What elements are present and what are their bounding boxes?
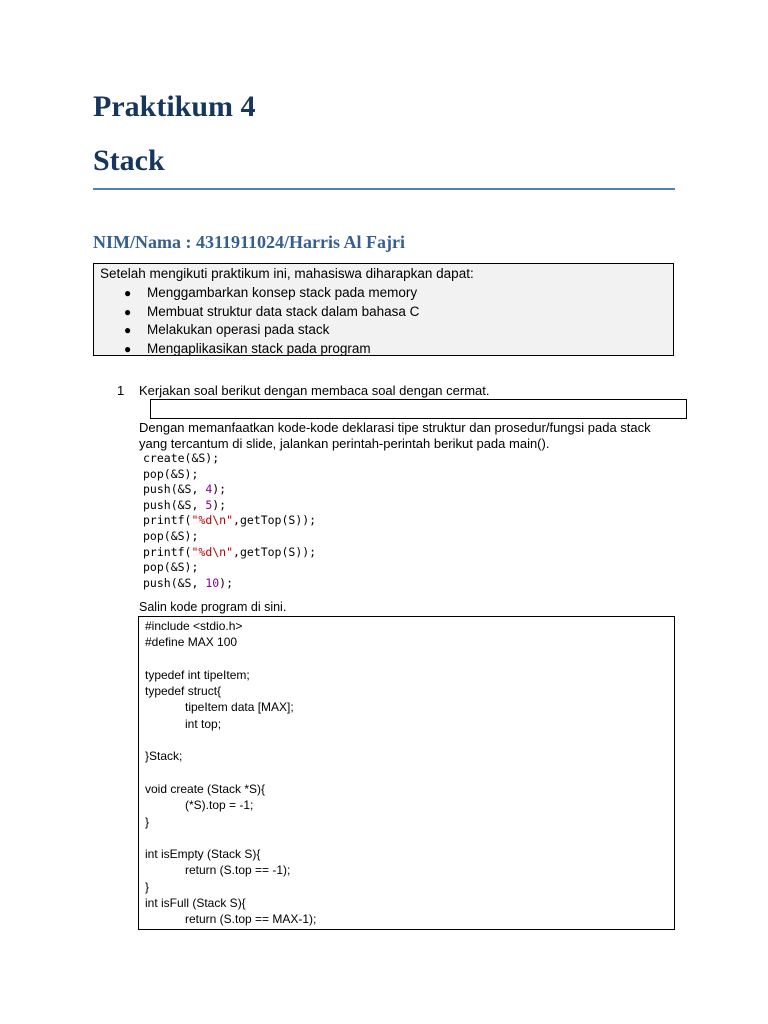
objectives-box xyxy=(93,263,674,356)
program-code-line: return (S.top == MAX-1); xyxy=(185,912,317,927)
document-subtitle: Stack xyxy=(93,144,165,177)
answer-field-empty xyxy=(150,399,687,419)
bullet-icon: ● xyxy=(124,341,132,356)
bullet-icon: ● xyxy=(124,323,132,337)
program-code-line: } xyxy=(145,879,150,894)
title-underline-rule xyxy=(93,188,675,190)
code-token: pop(&S); xyxy=(143,560,199,575)
program-code-line: void create (Stack *S){ xyxy=(145,781,266,796)
program-code-line xyxy=(145,765,316,781)
program-code-line xyxy=(145,651,316,667)
program-code-lines xyxy=(145,618,316,928)
program-code-line: int isEmpty (Stack S){ xyxy=(145,847,261,862)
program-code-line xyxy=(145,732,316,748)
program-code-line: #define MAX 100 xyxy=(145,635,238,650)
program-code-box xyxy=(138,616,675,930)
objective-item xyxy=(94,340,419,359)
program-code-line: }Stack; xyxy=(145,749,183,764)
code-sample-line xyxy=(143,560,316,576)
document-title: Praktikum 4 xyxy=(93,90,256,123)
code-token: pop(&S); xyxy=(143,466,199,481)
question-description xyxy=(139,420,679,452)
code-sample-line xyxy=(143,513,316,529)
bullet-icon: ● xyxy=(124,304,132,319)
question-description-line: yang tercantum di slide, jalankan perintah-perintah berikut pada main(). xyxy=(139,436,550,451)
objective-text: Melakukan operasi pada stack xyxy=(147,322,330,337)
copy-code-label: Salin kode program di sini. xyxy=(139,600,287,614)
objective-text: Menggambarkan konsep stack pada memory xyxy=(147,285,418,300)
code-sample-line xyxy=(143,482,316,498)
code-token: 10 xyxy=(205,575,220,590)
code-sample-block xyxy=(143,451,316,591)
code-token: ); xyxy=(219,575,234,590)
code-sample-line xyxy=(143,529,316,545)
code-token: push(&S, xyxy=(143,482,206,497)
code-token: create(&S); xyxy=(143,451,220,465)
code-token: ,getTop(S)); xyxy=(233,513,317,528)
objective-item xyxy=(94,321,419,340)
code-token: push(&S, xyxy=(143,575,206,590)
student-id-heading: NIM/Nama : 4311911024/Harris Al Fajri xyxy=(93,232,405,252)
code-sample-line xyxy=(143,498,316,514)
objective-text: Mengaplikasikan stack pada program xyxy=(147,340,371,356)
code-token: 4 xyxy=(205,482,213,497)
objective-item xyxy=(94,303,419,322)
objectives-list xyxy=(94,284,419,358)
code-token: printf( xyxy=(143,544,192,559)
code-token: "%d\n" xyxy=(191,544,234,559)
code-sample-line xyxy=(143,545,316,561)
program-code-line: tipeItem data [MAX]; xyxy=(185,700,294,715)
code-token: push(&S, xyxy=(143,497,206,512)
code-token: 5 xyxy=(205,497,213,512)
code-token: printf( xyxy=(143,513,192,528)
program-code-line: } xyxy=(145,814,150,829)
objective-item xyxy=(94,284,419,303)
program-code-line xyxy=(145,830,316,846)
program-code-line: (*S).top = -1; xyxy=(185,798,254,813)
program-code-line: typedef struct{ xyxy=(145,684,222,699)
program-code-line: int isFull (Stack S){ xyxy=(145,896,246,911)
code-token: pop(&S); xyxy=(143,528,199,543)
code-sample-line xyxy=(143,467,316,483)
program-code-line: int top; xyxy=(185,716,222,731)
code-token: ); xyxy=(212,482,227,497)
code-token: ,getTop(S)); xyxy=(233,544,317,559)
program-code-line: typedef int tipeItem; xyxy=(145,667,250,682)
code-token: ); xyxy=(212,497,227,512)
question-description-line: Dengan memanfaatkan kode-kode deklarasi tipe struktur dan prosedur/fungsi pada stack xyxy=(139,420,651,435)
objective-text: Membuat struktur data stack dalam bahasa C xyxy=(147,303,420,319)
code-sample-line xyxy=(143,576,316,592)
code-sample-line xyxy=(143,451,316,467)
program-code-line: return (S.top == -1); xyxy=(185,863,291,878)
objectives-intro: Setelah mengikuti praktikum ini, mahasiswa diharapkan dapat: xyxy=(100,266,474,281)
bullet-icon: ● xyxy=(124,286,132,300)
program-code-line: #include <stdio.h> xyxy=(145,619,243,633)
code-token: "%d\n" xyxy=(191,513,234,528)
question-number: 1 xyxy=(117,383,125,398)
question-instruction: Kerjakan soal berikut dengan membaca soal dengan cermat. xyxy=(139,383,490,398)
